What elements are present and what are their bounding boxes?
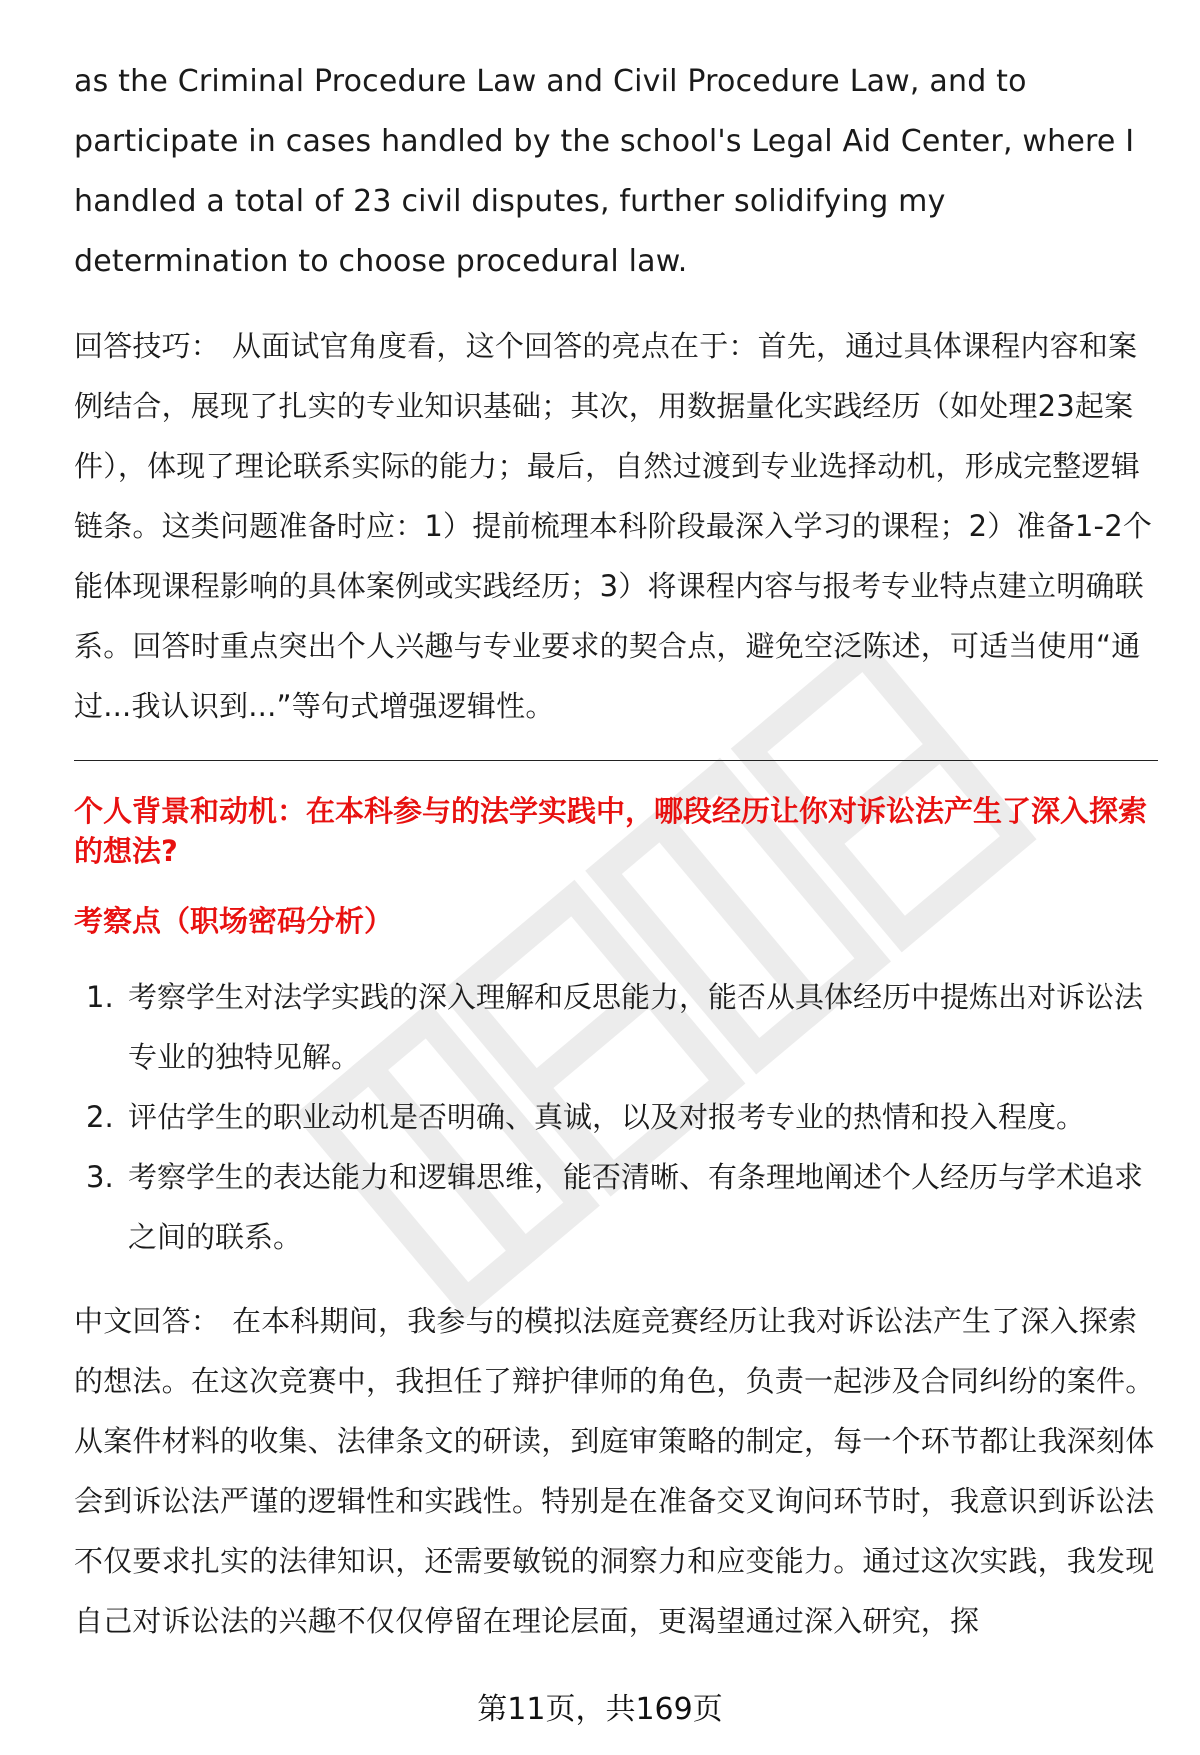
page-content <box>74 52 1158 1651</box>
list-item-text: 考察学生对法学实践的深入理解和反思能力，能否从具体经历中提炼出对诉讼法专业的独特见解。 <box>128 980 1144 1074</box>
page-number: 第11页，共169页 <box>477 1692 723 1727</box>
assessment-points-list <box>74 967 1158 1267</box>
answer-tips <box>74 316 1158 736</box>
list-item-number: 3. <box>86 1160 114 1194</box>
question-title: 个人背景和动机：在本科参与的法学实践中，哪段经历让你对诉讼法产生了深入探索的想法? <box>74 794 1148 868</box>
list-item <box>74 1087 1158 1147</box>
list-item-text: 考察学生的表达能力和逻辑思维，能否清晰、有条理地阐述个人经历与学术追求之间的联系。 <box>128 1160 1144 1254</box>
list-item-number: 2. <box>86 1100 114 1134</box>
chinese-answer-text: 在本科期间，我参与的模拟法庭竞赛经历让我对诉讼法产生了深入探索的想法。在这次竞赛中，我担任了辩护律师的角色，负责一起涉及合同纠纷的案件。从案件材料的收集、法律条文的研读，到庭审策略的制定，每一个环节都让我深刻体会到诉讼法严谨的逻辑性和实践性。特别是在准备交叉询问环节时，我意识到诉讼法不仅要求扎实的法律知识，还需要敏锐的洞察力和应变能力。通过这次实践，我发现自己对诉讼法的兴趣不仅仅停留在理论层面，更渴望通过深入研究，探 <box>74 1304 1155 1638</box>
answer-tips-text: 从面试官角度看，这个回答的亮点在于：首先，通过具体课程内容和案例结合，展现了扎实的专业知识基础；其次，用数据量化实践经历（如处理23起案件），体现了理论联系实际的能力；最后，自然过渡到专业选择动机，形成完整逻辑链条。这类问题准备时应：1）提前梳理本科阶段最深入学习的课程；2）准备1-2个能体现课程影响的具体案例或实践经历；3）将课程内容与报考专业特点建立明确联系。回答时重点突出个人兴趣与专业要求的契合点，避免空泛陈述，可适当使用“通过...我认识到...”等句式增强逻辑性。 <box>74 329 1153 723</box>
list-item <box>74 1147 1158 1267</box>
answer-tips-label: 回答技巧： <box>74 329 221 363</box>
chinese-answer <box>74 1291 1158 1651</box>
list-item-number: 1. <box>86 980 114 1014</box>
english-answer-continuation: as the Criminal Procedure Law and Civil Procedure Law, and to participate in cases handled by the school's Legal Aid Center, where I handled a total of 23 civil disputes, further solidifying my determination to choose procedural law. <box>74 64 1135 279</box>
chinese-answer-label: 中文回答： <box>74 1304 221 1338</box>
section-divider <box>74 760 1158 761</box>
list-item <box>74 967 1158 1087</box>
list-item-text: 评估学生的职业动机是否明确、真诚，以及对报考专业的热情和投入程度。 <box>128 1100 1086 1134</box>
assessment-points-heading: 考察点（职场密码分析） <box>74 904 394 938</box>
